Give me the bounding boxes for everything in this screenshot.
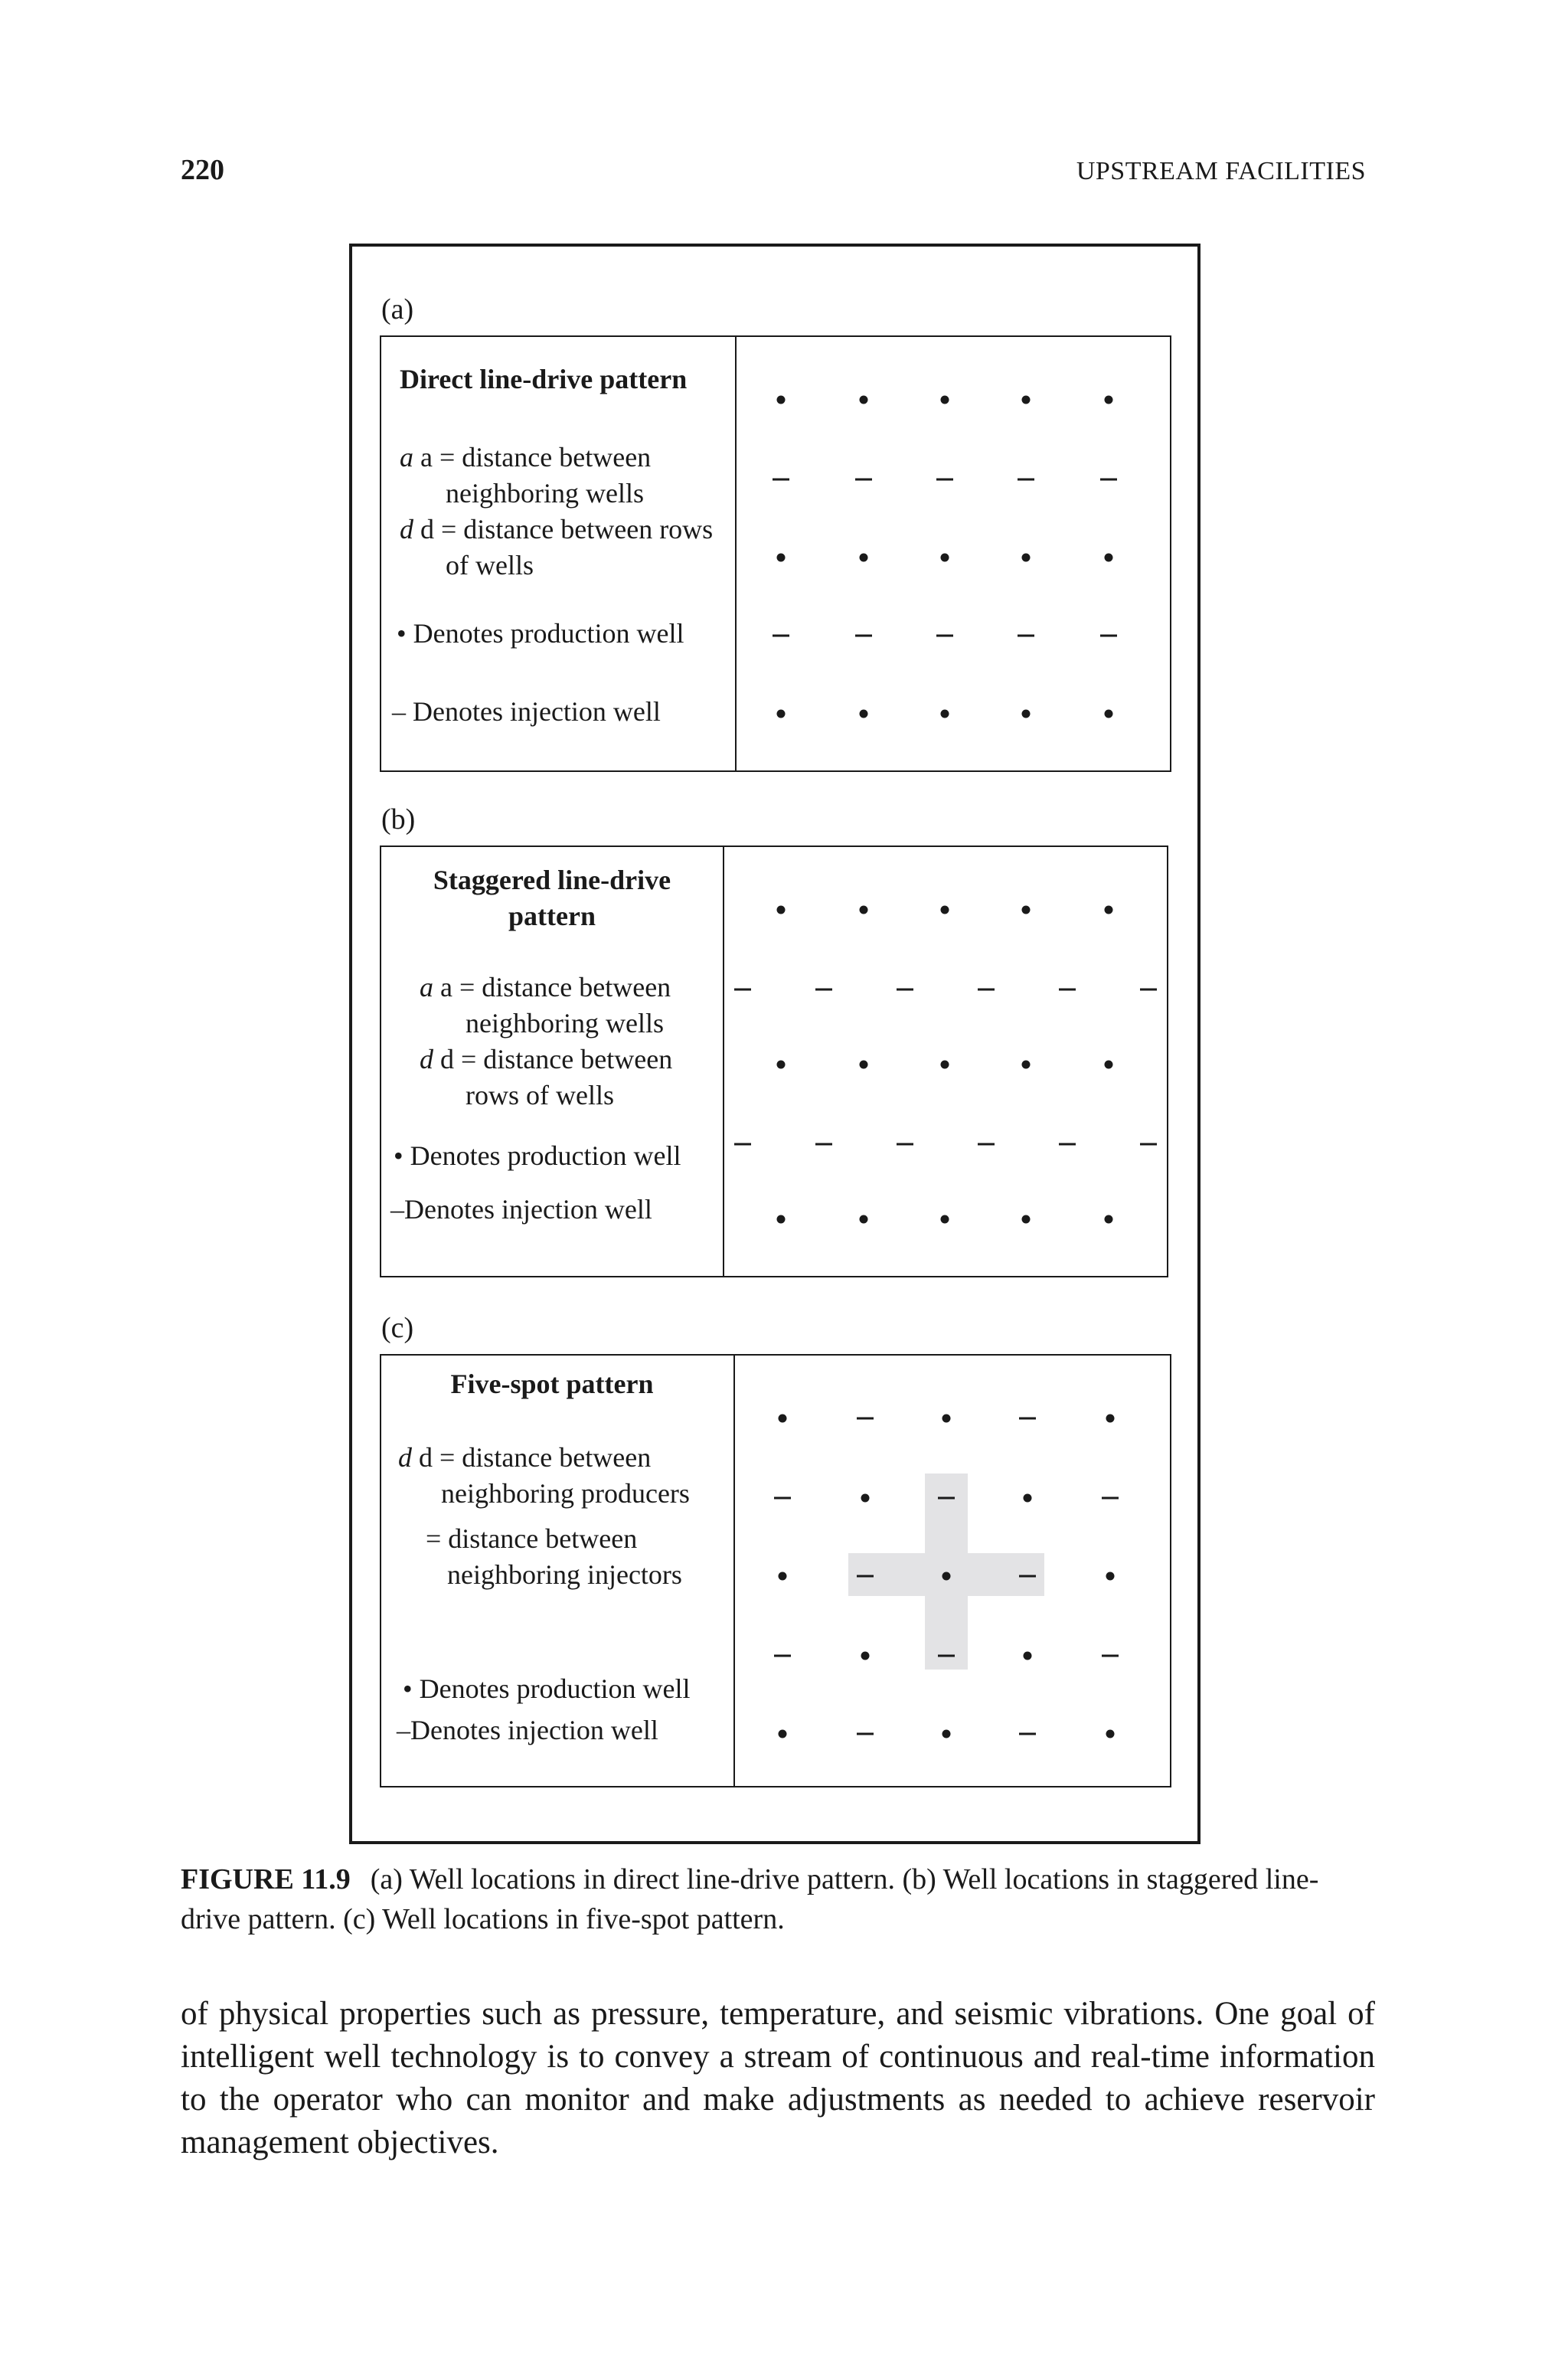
injection-symbol-icon: –: [397, 1715, 410, 1745]
panel-a-well-grid: [735, 337, 1171, 770]
panel-b-well-grid: [723, 847, 1168, 1276]
panel-b-def-a-cont: neighboring wells: [466, 1008, 664, 1038]
injection-symbol-icon: –: [390, 1194, 404, 1225]
panel-b-title: Staggered line-drive pattern: [433, 865, 671, 931]
panel-a-def-d-cont: of wells: [446, 550, 534, 581]
production-well: [1106, 1730, 1115, 1738]
production-well: [861, 1652, 870, 1660]
production-well: [1024, 1652, 1032, 1660]
production-well: [941, 1215, 949, 1224]
panel-a: [380, 335, 1171, 772]
production-well: [1022, 396, 1031, 404]
running-head: UPSTREAM FACILITIES: [1076, 157, 1366, 185]
figure-caption-text: (a) Well locations in direct line-drive pattern. (b) Well locations in staggered line-drive pattern. (c) Well locations in five-spot pattern.: [181, 1863, 1319, 1935]
production-well: [1022, 1061, 1031, 1069]
panel-c-injection-legend: –Denotes injection well: [397, 1715, 658, 1745]
production-well: [1022, 1215, 1031, 1224]
production-well: [1106, 1415, 1115, 1423]
figure-caption: [181, 1859, 1375, 1939]
panel-c-def-injectors: = distance between: [426, 1523, 638, 1554]
production-well: [777, 906, 786, 914]
production-well: [942, 1415, 951, 1423]
panel-c-well-grid: [733, 1356, 1171, 1786]
production-well: [779, 1730, 787, 1738]
panel-b: [380, 845, 1168, 1277]
production-well: [1022, 906, 1031, 914]
panel-c-def-d: d = distance between: [419, 1442, 652, 1473]
production-well: [1105, 906, 1113, 914]
production-well: [860, 396, 868, 404]
production-well: [860, 710, 868, 718]
panel-b-label: (b): [381, 803, 416, 836]
panel-b-definitions: a a = distance between neighboring wells d d = distance between rows of wells: [420, 970, 672, 1114]
panel-c-title: Five-spot pattern: [450, 1369, 654, 1399]
panel-c-label: (c): [381, 1312, 414, 1344]
production-well: [779, 1572, 787, 1581]
production-well: [1024, 1494, 1032, 1503]
production-well: [860, 1215, 868, 1224]
production-well: [1022, 710, 1031, 718]
panel-c-def-injectors-cont: neighboring injectors: [447, 1559, 682, 1590]
production-well: [1105, 396, 1113, 404]
panel-a-injection-legend: – Denotes injection well: [392, 696, 661, 727]
panel-a-def-a: a = distance between: [420, 442, 652, 473]
production-well: [777, 554, 786, 562]
page-number: 220: [181, 154, 224, 186]
panel-c-definitions: d d = distance between neighboring producers = distance between neighboring injectors: [398, 1440, 690, 1593]
panel-c: [380, 1354, 1171, 1787]
production-well: [942, 1572, 951, 1581]
production-well: [941, 1061, 949, 1069]
panel-b-def-a: a = distance between: [440, 972, 671, 1002]
production-well: [1105, 1215, 1113, 1224]
production-well: [1106, 1572, 1115, 1581]
production-well: [941, 906, 949, 914]
production-well: [779, 1415, 787, 1423]
panel-b-injection-legend: –Denotes injection well: [390, 1194, 652, 1225]
production-well: [1105, 1061, 1113, 1069]
panel-a-label: (a): [381, 293, 414, 325]
panel-b-def-d-cont: rows of wells: [466, 1080, 614, 1110]
panel-b-production-legend: • Denotes production well: [394, 1140, 681, 1171]
production-well: [861, 1494, 870, 1503]
production-well: [1105, 710, 1113, 718]
panel-b-def-d: d = distance between: [440, 1044, 673, 1074]
figure-caption-label: FIGURE 11.9: [181, 1863, 351, 1895]
injection-symbol-icon: –: [392, 696, 413, 727]
production-well: [860, 554, 868, 562]
panel-c-def-d-cont: neighboring producers: [441, 1478, 690, 1509]
panel-a-def-a-cont: neighboring wells: [446, 478, 644, 509]
panel-a-production-legend: • Denotes production well: [397, 618, 684, 649]
production-well: [860, 906, 868, 914]
panel-a-definitions: a a = distance between neighboring wells d d = distance between rows of wells: [400, 440, 713, 584]
production-well: [860, 1061, 868, 1069]
production-well: [1022, 554, 1031, 562]
panel-a-title: Direct line-drive pattern: [400, 364, 688, 394]
production-well: [777, 396, 786, 404]
body-paragraph: of physical properties such as pressure, temperature, and seismic vibrations. One goal of intelligent well technology is to convey a stream of continuous and real-time information to the operator who can monitor and make adjustments as needed to achieve reservoir management objectives.: [181, 1996, 1375, 2160]
panel-c-production-legend: • Denotes production well: [403, 1673, 691, 1704]
production-well: [942, 1730, 951, 1738]
production-well: [777, 1061, 786, 1069]
panel-a-def-d: d = distance between rows: [420, 514, 714, 545]
production-well: [777, 1215, 786, 1224]
production-well: [941, 396, 949, 404]
production-well: [777, 710, 786, 718]
production-well: [941, 710, 949, 718]
production-well: [941, 554, 949, 562]
production-well: [1105, 554, 1113, 562]
